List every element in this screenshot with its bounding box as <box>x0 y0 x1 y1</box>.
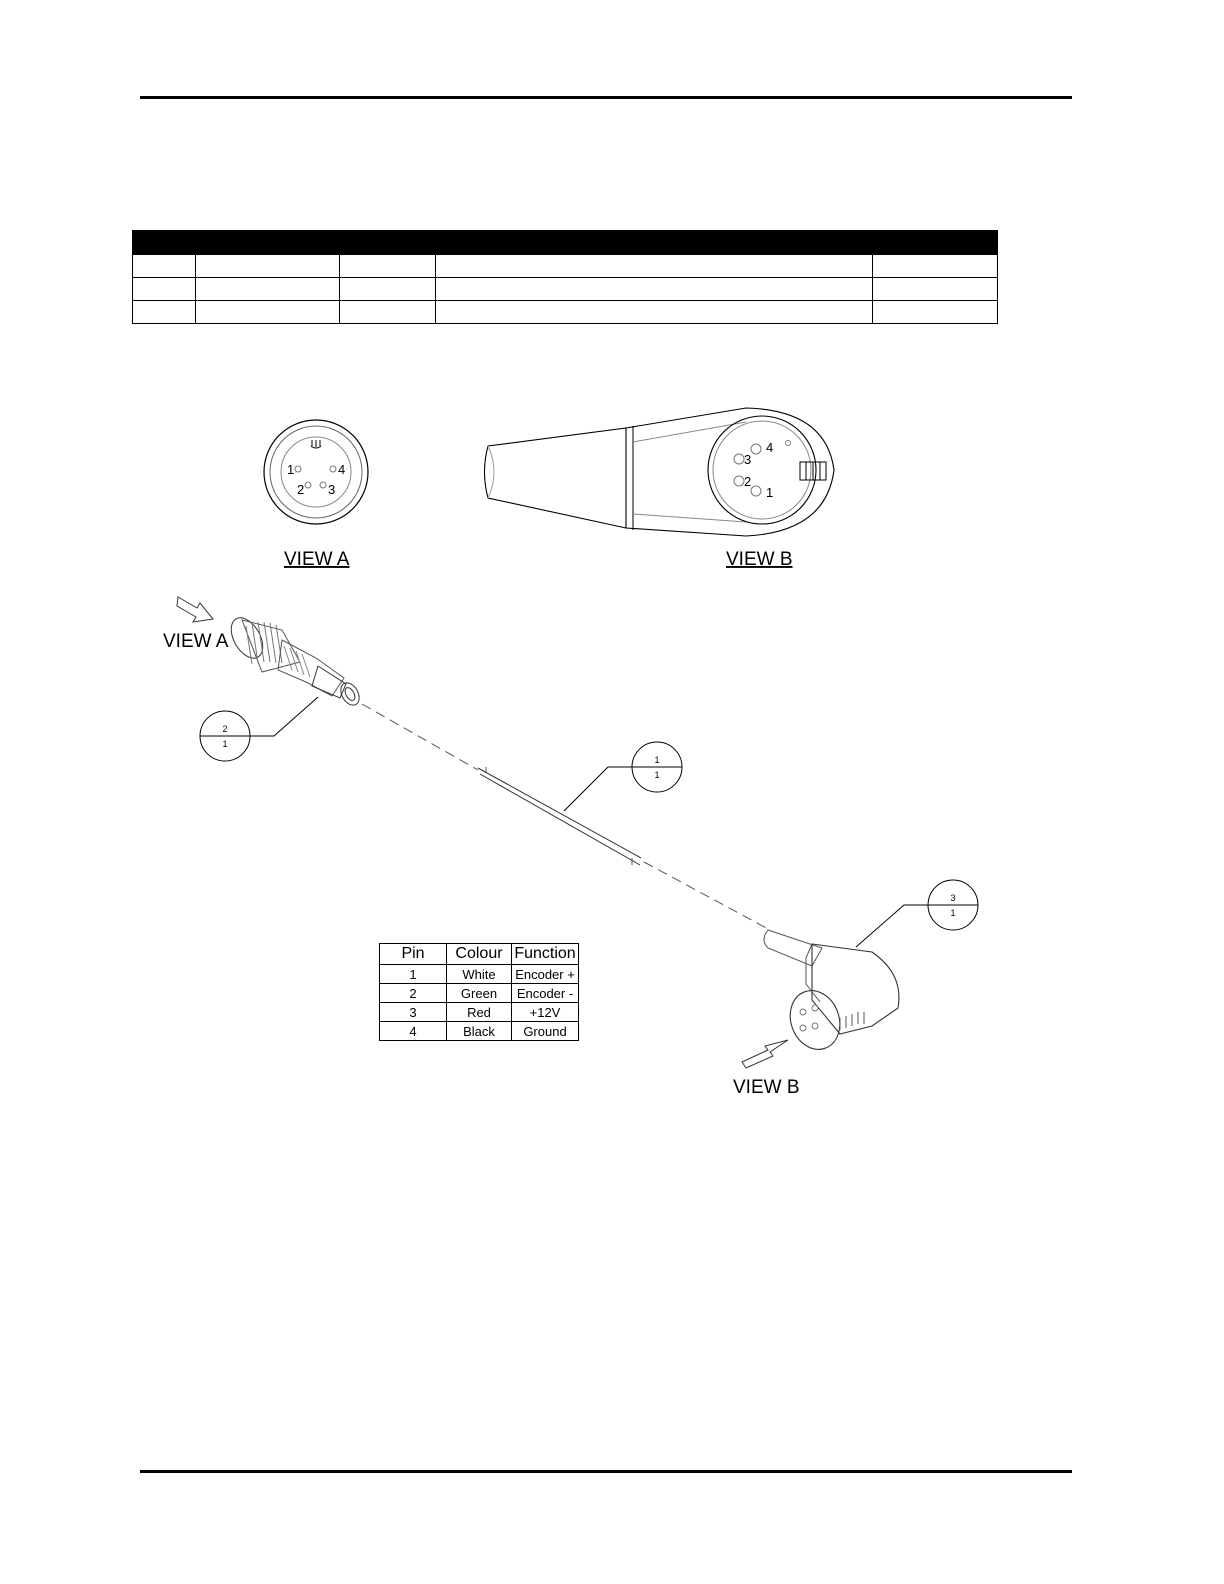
balloon-item-1 <box>564 742 682 811</box>
pinout-colour: Red <box>447 1003 512 1022</box>
view-a-title: VIEW A <box>284 549 350 570</box>
pinout-pin: 1 <box>380 965 447 984</box>
view-b-pin-label: 4 <box>766 440 774 455</box>
pinout-row <box>380 965 579 984</box>
view-b-connector-side <box>485 408 835 536</box>
view-b-pin-label: 1 <box>766 485 774 500</box>
pinout-function: +12V <box>512 1003 579 1022</box>
pinout-row <box>380 984 579 1003</box>
straight-connector-iso <box>177 597 363 708</box>
view-a-pin-label: 2 <box>297 482 305 497</box>
pinout-function: Ground <box>512 1022 579 1041</box>
view-b-callout: VIEW B <box>733 1077 800 1098</box>
pinout-header-function: Function <box>512 944 579 965</box>
pinout-function: Encoder + <box>512 965 579 984</box>
balloon-item-2 <box>200 697 318 761</box>
pinout-header-row <box>380 944 579 965</box>
pinout-pin: 3 <box>380 1003 447 1022</box>
view-a-connector-face <box>264 420 368 524</box>
pinout-function: Encoder - <box>512 984 579 1003</box>
view-b-pin-label: 2 <box>744 474 752 489</box>
balloon-item-number: 2 <box>222 724 228 734</box>
view-a-callout: VIEW A <box>163 631 229 652</box>
pinout-row <box>380 1022 579 1041</box>
cable <box>362 704 770 930</box>
view-a-arrow-icon <box>177 597 213 622</box>
pinout-table <box>379 943 579 1041</box>
pinout-colour: Green <box>447 984 512 1003</box>
right-angle-connector-iso <box>742 930 899 1068</box>
pinout-row <box>380 1003 579 1022</box>
pinout-pin: 4 <box>380 1022 447 1041</box>
pinout-header-pin: Pin <box>380 944 447 965</box>
balloon-item-number: 1 <box>654 755 660 765</box>
balloon-item-qty: 1 <box>654 770 660 780</box>
view-a-pin-label: 4 <box>338 462 346 477</box>
pinout-colour: White <box>447 965 512 984</box>
pinout-header-colour: Colour <box>447 944 512 965</box>
pinout-colour: Black <box>447 1022 512 1041</box>
view-b-pin-label: 3 <box>744 452 752 467</box>
view-a-pin-label: 3 <box>328 482 336 497</box>
balloon-item-qty: 1 <box>222 739 228 749</box>
balloon-item-3 <box>856 880 978 947</box>
view-a-pin-label: 1 <box>287 462 295 477</box>
view-b-arrow-icon <box>742 1040 788 1068</box>
balloon-item-qty: 1 <box>950 908 956 918</box>
pinout-pin: 2 <box>380 984 447 1003</box>
view-b-title: VIEW B <box>726 549 793 570</box>
balloon-item-number: 3 <box>950 893 956 903</box>
